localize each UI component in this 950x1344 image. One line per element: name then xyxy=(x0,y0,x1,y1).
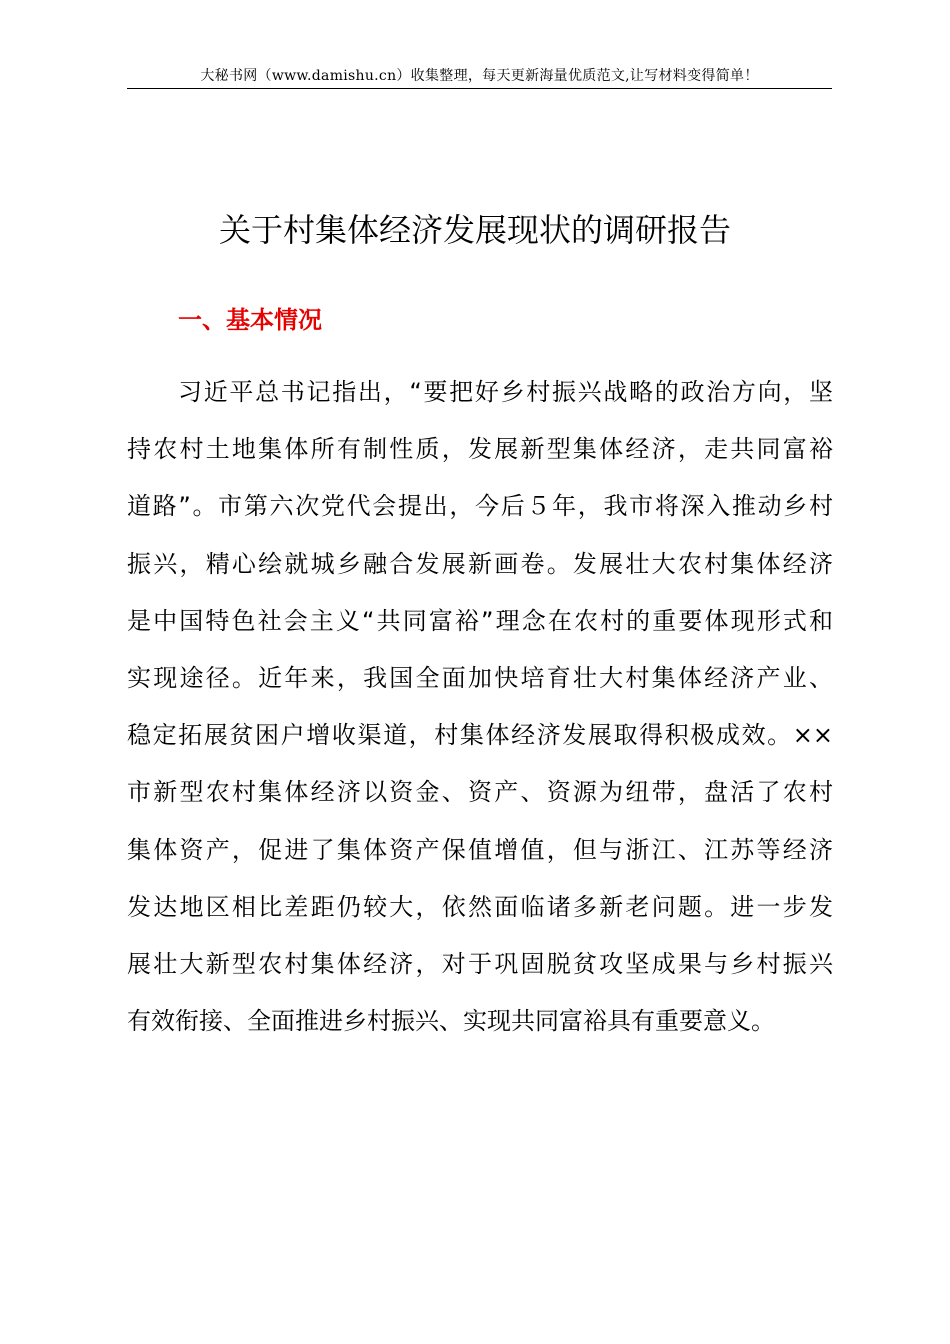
paragraph-line: 习近平总书记指出，“要把好乡村振兴战略的政治方向，坚 xyxy=(178,378,833,406)
paragraph-line: 振兴，精心绘就城乡融合发展新画卷。发展壮大农村集体经济 xyxy=(127,549,833,578)
paragraph-line: 集体资产，促进了集体资产保值增值，但与浙江、江苏等经济 xyxy=(127,835,833,864)
paragraph-line: 稳定拓展贫困户增收渠道，村集体经济发展取得积极成效。×× xyxy=(127,721,833,750)
body-paragraph xyxy=(127,364,833,1050)
paragraph-line: 实现途径。近年来，我国全面加快培育壮大村集体经济产业、 xyxy=(127,663,833,692)
paragraph-line: 展壮大新型农村集体经济，对于巩固脱贫攻坚成果与乡村振兴 xyxy=(127,949,833,978)
section-heading: 一、基本情况 xyxy=(178,306,322,334)
paragraph-line: 持农村土地集体所有制性质，发展新型集体经济，走共同富裕 xyxy=(127,435,833,464)
paragraph-line: 道路”。市第六次党代会提出，今后５年，我市将深入推动乡村 xyxy=(127,492,833,521)
page-header-text: 大秘书网（www.damishu.cn）收集整理，每天更新海量优质范文,让写材料变得简单！ xyxy=(200,68,759,84)
paragraph-line: 是中国特色社会主义“共同富裕”理念在农村的重要体现形式和 xyxy=(127,606,833,635)
paragraph-line: 市新型农村集体经济以资金、资产、资源为纽带，盘活了农村 xyxy=(127,778,833,807)
paragraph-line: 发达地区相比差距仍较大，依然面临诸多新老问题。进一步发 xyxy=(127,892,833,921)
paragraph-line: 有效衔接、全面推进乡村振兴、实现共同富裕具有重要意义。 xyxy=(127,1007,775,1036)
header-divider xyxy=(127,88,832,89)
document-title: 关于村集体经济发展现状的调研报告 xyxy=(218,211,731,249)
